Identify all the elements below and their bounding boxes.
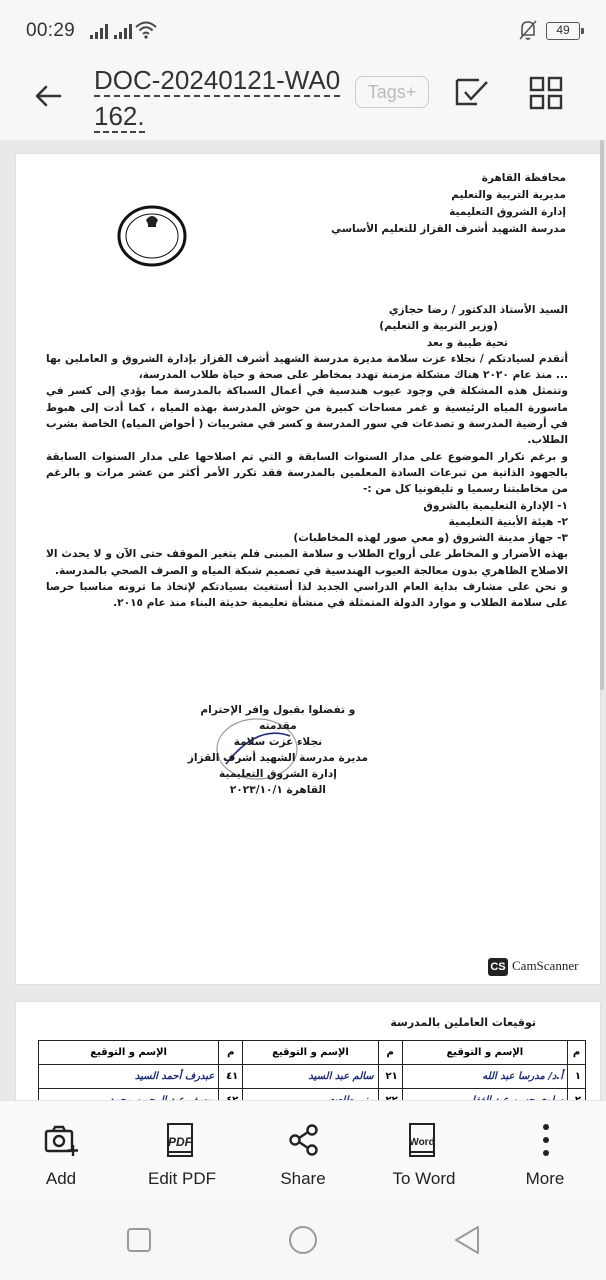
body-paragraph: أتقدم لسيادتكم / نجلاء عزت سلامة مديرة مدرسة الشهيد أشرف القزاز بإدارة الشروق و العاملين بها ... منذ عام ٢٠٢٠ هناك مشكلة مزمنة تهدد بمخاطر على صحة و حياة طلاب المدرسة، [46, 352, 568, 382]
document-title[interactable]: DOC-20240121-WA0162. [94, 65, 341, 131]
camscanner-watermark [488, 958, 578, 976]
body-line: تحية طيبة و بعد [426, 336, 508, 349]
system-navigation-bar [0, 1200, 606, 1280]
tags-label: Tags [367, 82, 406, 102]
svg-text:PDF: PDF [168, 1135, 192, 1149]
signatures-title: توقيعات العاملين بالمدرسة [390, 1016, 536, 1029]
to-word-label: To Word [392, 1169, 456, 1188]
plus-icon: + [405, 82, 417, 102]
arrow-left-icon[interactable] [30, 78, 66, 114]
signature-date: القاهرة ٢٠٢٣/١٠/١ [229, 784, 326, 796]
tags-button[interactable] [355, 76, 429, 108]
list-item: ٢- هيئة الأبنية التعليمية [448, 515, 568, 528]
table-cell: أ.د/ مدرسا عبد الله [402, 1065, 567, 1089]
header-line: إدارة الشروق التعليمية [449, 206, 566, 218]
triangle-back-icon[interactable] [452, 1224, 482, 1256]
signature-line: مقدمته [259, 720, 297, 732]
school-logo-icon [112, 200, 192, 270]
more-button[interactable] [485, 1101, 605, 1201]
column-header: م [568, 1041, 586, 1065]
body-paragraph: بهذه الأضرار و المخاطر على أرواح الطلاب و سلامة المبنى فلم يتغير الموقف حتى الآن و لا يحدث الا الاصلاح الظاهري بدون معالجة العيوب الهندسية في تصميم شبكة المياه و الصرف الصحي بالمدرسة. [46, 548, 568, 577]
document-page [16, 154, 600, 984]
share-label: Share [280, 1169, 326, 1188]
bottom-toolbar [0, 1100, 606, 1200]
word-icon [406, 1123, 440, 1157]
column-header: م [219, 1041, 243, 1065]
share-icon [287, 1123, 321, 1157]
header-line: محافظة القاهرة [481, 172, 566, 184]
more-vertical-icon [529, 1123, 563, 1157]
body-paragraph: و برغم تكرار الموضوع على مدار السنوات السابقة و التي تم اصلاحها على مدار السنوات السابقة بالجهود الذاتية من تبرعات السادة المعلمين بالمدرسة فقد تكرر الأمر أكثر من عشر مرات و بالرغم من مخاطبتنا رسميا و تليفونيا كل من :- [46, 450, 568, 496]
body-paragraph: و نحن على مشارف بداية العام الدراسي الجديد لذا أستغيث بسيادتكم لإتخاذ ما ترونه مناسبا حرصا على سلامة الطلاب و موارد الدولة المتمثلة في منشأة تعليمية حديثة البناء منذ عام ٢٠١٥. [46, 581, 568, 610]
camscanner-logo-icon: CS [488, 958, 508, 976]
checkbox-pen-icon[interactable] [453, 74, 493, 110]
table-cell: عبدرف أحمد السيد [39, 1065, 219, 1089]
svg-text:Word: Word [409, 1137, 435, 1148]
closing-line: و تفضلوا بقبول وافر الإحترام [200, 704, 356, 716]
signature-block [188, 702, 368, 798]
body-line: (وزير التربية و التعليم) [379, 320, 498, 333]
signature-line: إدارة الشروق التعليمية [218, 768, 337, 780]
signal-icon [90, 22, 116, 40]
table-cell: سالم عبد السيد [243, 1065, 378, 1089]
scrollbar[interactable] [600, 140, 604, 690]
signature-line: نجلاء عزت سلامة [233, 736, 323, 748]
add-photo-icon [44, 1123, 78, 1157]
list-item: ٣- جهاز مدينة الشروق (و معي صور لهذه المخاطبات) [293, 532, 568, 545]
square-icon[interactable] [126, 1227, 152, 1253]
letter-header [331, 170, 566, 238]
column-header: الإسم و التوقيع [402, 1041, 567, 1065]
body-line: السيد الأستاذ الدكتور / رضا حجازي [388, 304, 568, 316]
battery-indicator: 49 [546, 22, 580, 40]
edit-pdf-label: Edit PDF [147, 1169, 217, 1188]
grid-icon[interactable] [528, 75, 564, 111]
table-cell: ٢١ [378, 1065, 402, 1089]
camscanner-label: CamScanner [512, 958, 579, 973]
header-line: مدرسة الشهيد أشرف القزاز للتعليم الأساسي [331, 223, 566, 235]
list-item: ١- الإدارة التعليمية بالشروق [423, 499, 568, 512]
more-label: More [525, 1169, 565, 1188]
add-label: Add [45, 1169, 77, 1188]
status-time: 00:29 [26, 20, 76, 41]
share-button[interactable] [243, 1101, 363, 1201]
document-viewer[interactable] [0, 140, 606, 1100]
table-header-row [39, 1041, 586, 1065]
column-header: الإسم و التوقيع [243, 1041, 378, 1065]
letter-body [46, 302, 568, 612]
wifi-icon [135, 20, 157, 40]
table-cell: ١ [568, 1065, 586, 1089]
edit-pdf-button[interactable] [122, 1101, 242, 1201]
header-line: مديرية التربية والتعليم [451, 189, 566, 201]
column-header: م [378, 1041, 402, 1065]
add-button[interactable] [1, 1101, 121, 1201]
circle-icon[interactable] [288, 1225, 318, 1255]
body-paragraph: وتتمثل هذه المشكلة في وجود عيوب هندسية في أعمال السباكة بالمدرسة مما يؤدي إلى كسر في ماسورة المياه الرئيسية و غمر مساحات كبيرة من حوش المدرسة بهذه المياه ، كما أدت إلى هبوط في أرضية المدرسة و تصدعات في سور المدرسة و كسر في مشربيات ( أحواض المياه) الخاصة بشرب الطلاب. [46, 385, 568, 447]
signature-line: مديرة مدرسة الشهيد أشرف القزاز [187, 752, 368, 764]
pdf-icon [164, 1123, 198, 1157]
to-word-button[interactable] [364, 1101, 484, 1201]
table-cell: ٤١ [219, 1065, 243, 1089]
app-bar [0, 62, 606, 140]
status-bar [0, 0, 606, 62]
bell-off-icon [518, 19, 538, 41]
table-row [39, 1065, 586, 1089]
column-header: الإسم و التوقيع [39, 1041, 219, 1065]
